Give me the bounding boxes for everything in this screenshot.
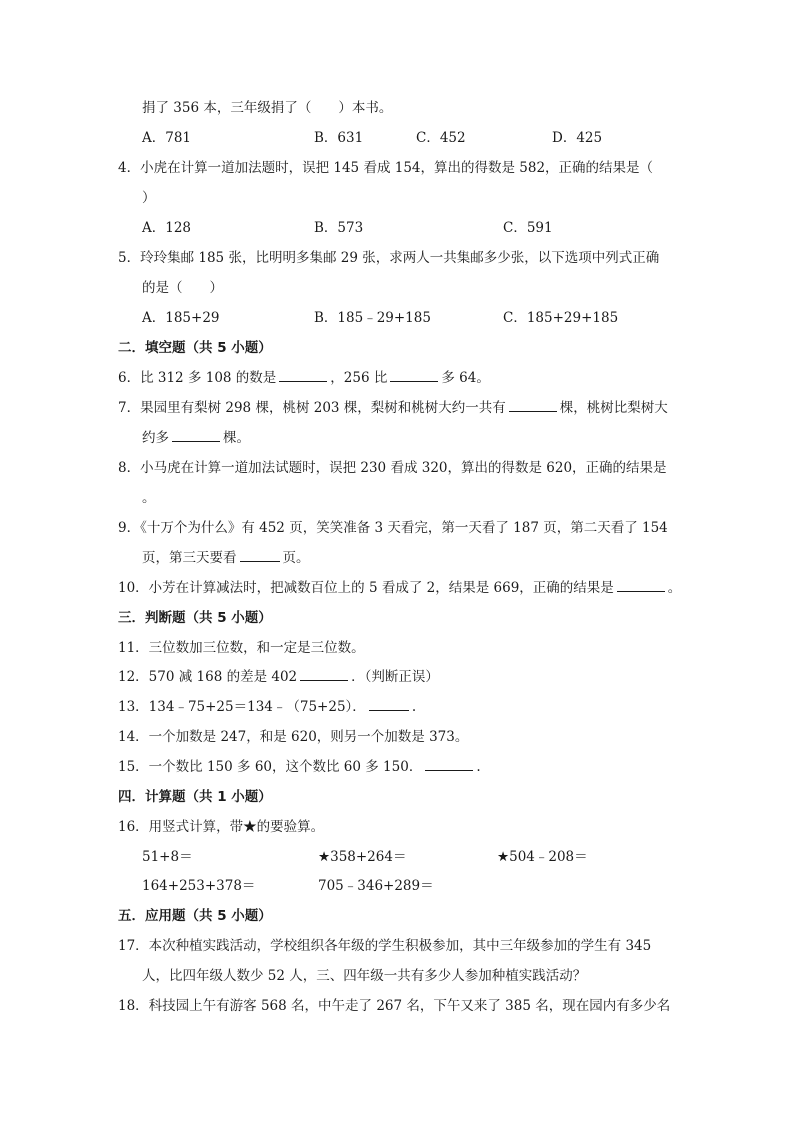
q4-line1: 4．小虎在计算一道加法题时，误把 145 看成 154，算出的得数是 582，正确的结果是（ xyxy=(118,160,654,176)
q5-option-a: A．185+29 xyxy=(142,310,220,326)
q11: 11．三位数加三位数，和一定是三位数。 xyxy=(118,640,365,656)
q15-text-a: 15．一个数比 150 多 60，这个数比 60 多 150． xyxy=(118,759,423,775)
q13-text-a: 13．134﹣75+25＝134﹣（75+25）． xyxy=(118,699,366,715)
q4-option-a: A．128 xyxy=(142,220,192,236)
answer-blank[interactable] xyxy=(425,757,473,771)
q16-title: 16．用竖式计算，带★的要验算。 xyxy=(118,819,325,835)
q16-item: ★358+264＝ xyxy=(318,849,407,865)
q12-text-b: ．（判断正误） xyxy=(351,669,439,685)
q16-item: 51+8＝ xyxy=(142,849,193,865)
q10 xyxy=(118,578,681,598)
q10-text-a: 10．小芳在计算减法时，把减数百位上的 5 看成了 2，结果是 669，正确的结果是 xyxy=(118,580,614,596)
q7-line1 xyxy=(118,398,668,418)
q7-line2 xyxy=(142,428,250,448)
answer-blank[interactable] xyxy=(240,548,280,562)
q3-option-a: A．781 xyxy=(142,130,192,146)
q6-text-b: ，256 比 xyxy=(330,370,388,386)
q17-line2: 人，比四年级人数少 52 人，三、四年级一共有多少人参加种植实践活动？ xyxy=(142,968,587,984)
q4-line2: ） xyxy=(142,190,156,206)
q3-option-c: C．452 xyxy=(416,130,466,146)
q12 xyxy=(118,667,439,687)
q8-line2: 。 xyxy=(142,490,156,506)
q9-text-a: 页，第三天要看 xyxy=(142,550,237,566)
q6-text-a: 6．比 312 多 108 的数是 xyxy=(118,370,277,386)
answer-blank[interactable] xyxy=(509,398,557,412)
q18-line1: 18．科技园上午有游客 568 名，中午走了 267 名，下午又来了 385 名，现在园内有多少名 xyxy=(118,998,671,1014)
section-title-judge: 三．判断题（共 5 小题） xyxy=(118,610,272,626)
answer-blank[interactable] xyxy=(369,697,409,711)
answer-blank[interactable] xyxy=(279,368,327,382)
q6-text-c: 多 64。 xyxy=(441,370,490,386)
q16-item: ★504﹣208＝ xyxy=(497,849,588,865)
section-title-calc: 四．计算题（共 1 小题） xyxy=(118,789,272,805)
answer-blank[interactable] xyxy=(172,428,220,442)
q5-line1: 5．玲玲集邮 185 张，比明明多集邮 29 张，求两人一共集邮多少张，以下选项中列式正确 xyxy=(118,250,660,266)
section-title-fill: 二．填空题（共 5 小题） xyxy=(118,340,272,356)
q7-text-b: 棵，桃树比梨树大 xyxy=(559,400,668,416)
q3-option-d: D．425 xyxy=(552,130,603,146)
q17-line1: 17．本次种植实践活动，学校组织各年级的学生积极参加，其中三年级参加的学生有 345 xyxy=(118,938,652,954)
q7-text-a: 7．果园里有梨树 298 棵，桃树 203 棵，梨树和桃树大约一共有 xyxy=(118,400,506,416)
q10-text-b: 。 xyxy=(667,580,682,596)
q9-line1: 9．《十万个为什么》有 452 页，笑笑准备 3 天看完，第一天看了 187 页，第二天看了 154 xyxy=(118,520,668,536)
q7-text-d: 棵。 xyxy=(223,430,250,446)
q3-option-b: B．631 xyxy=(314,130,364,146)
q15-text-b: . xyxy=(476,759,481,775)
q16-item: 705﹣346+289＝ xyxy=(318,878,434,894)
answer-blank[interactable] xyxy=(617,578,665,592)
q3-text: 捐了 356 本，三年级捐了（ ）本书。 xyxy=(142,100,393,116)
q7-text-c: 约多 xyxy=(142,430,169,446)
answer-blank[interactable] xyxy=(390,368,438,382)
q13-text-b: . xyxy=(411,699,417,715)
section-title-application: 五．应用题（共 5 小题） xyxy=(118,908,272,924)
q9-text-b: 页。 xyxy=(282,550,310,566)
q8-line1: 8．小马虎在计算一道加法试题时，误把 230 看成 320，算出的得数是 620，正确的结果是 xyxy=(118,460,667,476)
q13 xyxy=(118,697,416,717)
q5-line2: 的是（ ） xyxy=(142,280,223,296)
answer-blank[interactable] xyxy=(300,667,348,681)
q16-item: 164+253+378＝ xyxy=(142,878,256,894)
q12-text-a: 12．570 减 168 的差是 402 xyxy=(118,669,298,685)
q5-option-c: C．185+29+185 xyxy=(503,310,619,326)
q14: 14．一个加数是 247，和是 620，则另一个加数是 373。 xyxy=(118,729,469,745)
q9-line2 xyxy=(142,548,310,568)
q15 xyxy=(118,757,481,777)
q4-option-b: B．573 xyxy=(314,220,364,236)
q6 xyxy=(118,368,490,388)
q5-option-b: B．185﹣29+185 xyxy=(314,310,431,326)
q4-option-c: C．591 xyxy=(503,220,553,236)
